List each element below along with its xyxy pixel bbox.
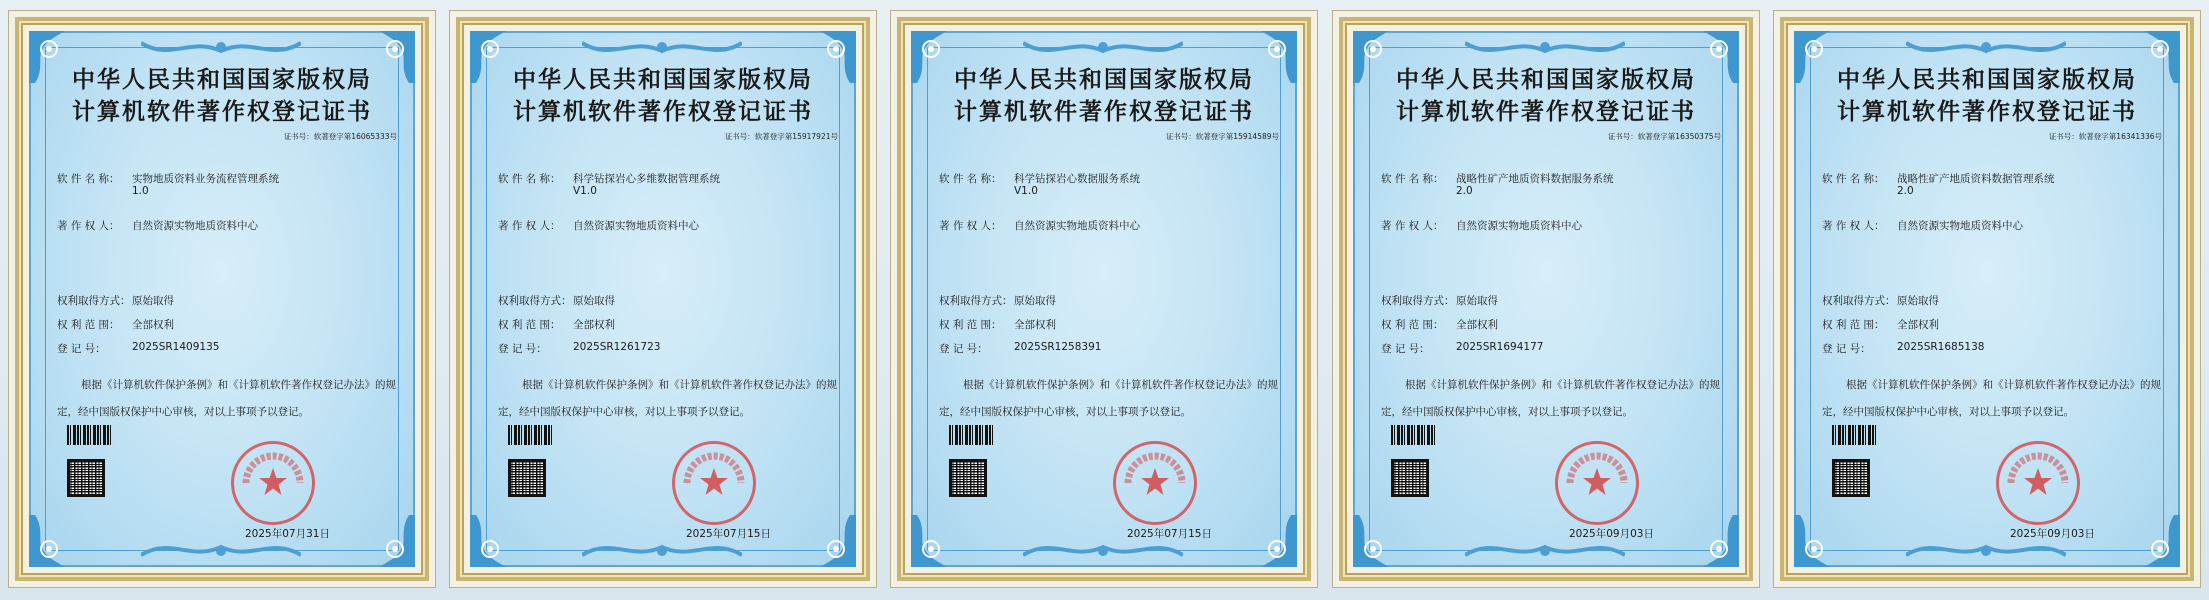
software-version-value: 1.0 [132,185,149,197]
barcode [1391,425,1437,445]
certificate-number: 证书号：软著登字第16065333号 [283,132,397,141]
registration-value: 2025SR1261723 [573,341,661,353]
scope-value: 全部权利 [573,319,615,331]
certificate-card [449,10,877,588]
certificate-card [8,10,436,588]
barcode [949,425,995,445]
software-name-value: 科学钻探岩心多维数据管理系统 [573,173,720,185]
software-name-label: 软 件 名 称： [939,173,1002,185]
certificate-number: 证书号：软著登字第16341336号 [2048,132,2162,141]
issuer-title: 中华人民共和国国家版权局 [954,66,1254,93]
legal-basis-text: 根据《计算机软件保护条例》和《计算机软件著作权登记办法》的规定，经中国版权保护中心审核，对以上事项予以登记。 [57,379,396,418]
owner-label: 著 作 权 人： [1822,220,1885,232]
official-seal [672,441,756,525]
seal-star-icon [234,444,312,522]
software-name-value: 科学钻探岩心数据服务系统 [1014,173,1140,185]
legal-basis-text: 根据《计算机软件保护条例》和《计算机软件著作权登记办法》的规定，经中国版权保护中心审核，对以上事项予以登记。 [1381,379,1720,418]
scope-label: 权 利 范 围： [498,319,561,331]
acquisition-label: 权利取得方式： [1822,295,1896,307]
issue-date: 2025年09月03日 [1569,528,1654,540]
software-version-value: 2.0 [1456,185,1473,197]
acquisition-value: 原始取得 [132,295,174,307]
certificate-card [1773,10,2201,588]
certificate-card [890,10,1318,588]
qr-code [1832,459,1870,497]
software-name-value: 实物地质资料业务流程管理系统 [132,173,279,185]
barcode [1832,425,1878,445]
corner-ornament-icon [1239,509,1301,571]
issue-date: 2025年07月31日 [245,528,330,540]
owner-value: 自然资源实物地质资料中心 [1897,220,2023,232]
top-scroll-ornament-icon [141,37,301,61]
owner-label: 著 作 权 人： [498,220,561,232]
corner-ornament-icon [466,509,528,571]
qr-code [949,459,987,497]
top-scroll-ornament-icon [582,37,742,61]
qr-code [1391,459,1429,497]
scope-label: 权 利 范 围： [1381,319,1444,331]
acquisition-value: 原始取得 [1456,295,1498,307]
qr-code [508,459,546,497]
owner-label: 著 作 权 人： [939,220,1002,232]
software-name-label: 软 件 名 称： [1381,173,1444,185]
registration-value: 2025SR1685138 [1897,341,1985,353]
software-name-label: 软 件 名 称： [57,173,120,185]
registration-value: 2025SR1694177 [1456,341,1544,353]
seal-star-icon [675,444,753,522]
corner-ornament-icon [1790,509,1852,571]
owner-value: 自然资源实物地质资料中心 [573,220,699,232]
corner-ornament-icon [357,509,419,571]
owner-value: 自然资源实物地质资料中心 [1456,220,1582,232]
scope-value: 全部权利 [1014,319,1056,331]
acquisition-label: 权利取得方式： [57,295,131,307]
corner-ornament-icon [1349,509,1411,571]
qr-code [67,459,105,497]
owner-value: 自然资源实物地质资料中心 [132,220,258,232]
software-version-value: V1.0 [1014,185,1038,197]
certificate-card [1332,10,1760,588]
top-scroll-ornament-icon [1465,37,1625,61]
software-version-value: V1.0 [573,185,597,197]
issuer-title: 中华人民共和国国家版权局 [1837,66,2137,93]
certificate-title: 计算机软件著作权登记证书 [513,98,813,125]
certificate-number: 证书号：软著登字第16350375号 [1607,132,1721,141]
scope-value: 全部权利 [132,319,174,331]
seal-star-icon [1558,444,1636,522]
acquisition-value: 原始取得 [1897,295,1939,307]
legal-basis-text: 根据《计算机软件保护条例》和《计算机软件著作权登记办法》的规定，经中国版权保护中心审核，对以上事项予以登记。 [939,379,1278,418]
registration-label: 登 记 号： [1381,343,1430,355]
registration-label: 登 记 号： [57,343,106,355]
certificate-title: 计算机软件著作权登记证书 [1396,98,1696,125]
certificate-title: 计算机软件著作权登记证书 [954,98,1254,125]
top-scroll-ornament-icon [1906,37,2066,61]
certificate-title: 计算机软件著作权登记证书 [1837,98,2137,125]
issue-date: 2025年09月03日 [2010,528,2095,540]
acquisition-value: 原始取得 [573,295,615,307]
registration-value: 2025SR1258391 [1014,341,1102,353]
issue-date: 2025年07月15日 [686,528,771,540]
registration-label: 登 记 号： [1822,343,1871,355]
corner-ornament-icon [1681,509,1743,571]
certificate-number: 证书号：软著登字第15914589号 [1165,132,1279,141]
scope-value: 全部权利 [1897,319,1939,331]
software-name-value: 战略性矿产地质资料数据管理系统 [1897,173,2055,185]
legal-basis-text: 根据《计算机软件保护条例》和《计算机软件著作权登记办法》的规定，经中国版权保护中心审核，对以上事项予以登记。 [498,379,837,418]
issue-date: 2025年07月15日 [1127,528,1212,540]
scope-label: 权 利 范 围： [939,319,1002,331]
scope-label: 权 利 范 围： [1822,319,1885,331]
official-seal [231,441,315,525]
corner-ornament-icon [25,509,87,571]
issuer-title: 中华人民共和国国家版权局 [1396,66,1696,93]
owner-label: 著 作 权 人： [1381,220,1444,232]
official-seal [1996,441,2080,525]
software-name-value: 战略性矿产地质资料数据服务系统 [1456,173,1614,185]
issuer-title: 中华人民共和国国家版权局 [72,66,372,93]
corner-ornament-icon [2122,509,2184,571]
registration-label: 登 记 号： [939,343,988,355]
seal-star-icon [1116,444,1194,522]
scope-label: 权 利 范 围： [57,319,120,331]
official-seal [1113,441,1197,525]
certificate-number: 证书号：软著登字第15917921号 [724,132,838,141]
acquisition-label: 权利取得方式： [498,295,572,307]
registration-value: 2025SR1409135 [132,341,220,353]
software-name-label: 软 件 名 称： [498,173,561,185]
acquisition-value: 原始取得 [1014,295,1056,307]
seal-star-icon [1999,444,2077,522]
issuer-title: 中华人民共和国国家版权局 [513,66,813,93]
official-seal [1555,441,1639,525]
barcode [508,425,554,445]
owner-label: 著 作 权 人： [57,220,120,232]
barcode [67,425,113,445]
owner-value: 自然资源实物地质资料中心 [1014,220,1140,232]
registration-label: 登 记 号： [498,343,547,355]
software-name-label: 软 件 名 称： [1822,173,1885,185]
acquisition-label: 权利取得方式： [1381,295,1455,307]
acquisition-label: 权利取得方式： [939,295,1013,307]
certificate-title: 计算机软件著作权登记证书 [72,98,372,125]
top-scroll-ornament-icon [1023,37,1183,61]
legal-basis-text: 根据《计算机软件保护条例》和《计算机软件著作权登记办法》的规定，经中国版权保护中心审核，对以上事项予以登记。 [1822,379,2161,418]
corner-ornament-icon [798,509,860,571]
software-version-value: 2.0 [1897,185,1914,197]
corner-ornament-icon [907,509,969,571]
scope-value: 全部权利 [1456,319,1498,331]
